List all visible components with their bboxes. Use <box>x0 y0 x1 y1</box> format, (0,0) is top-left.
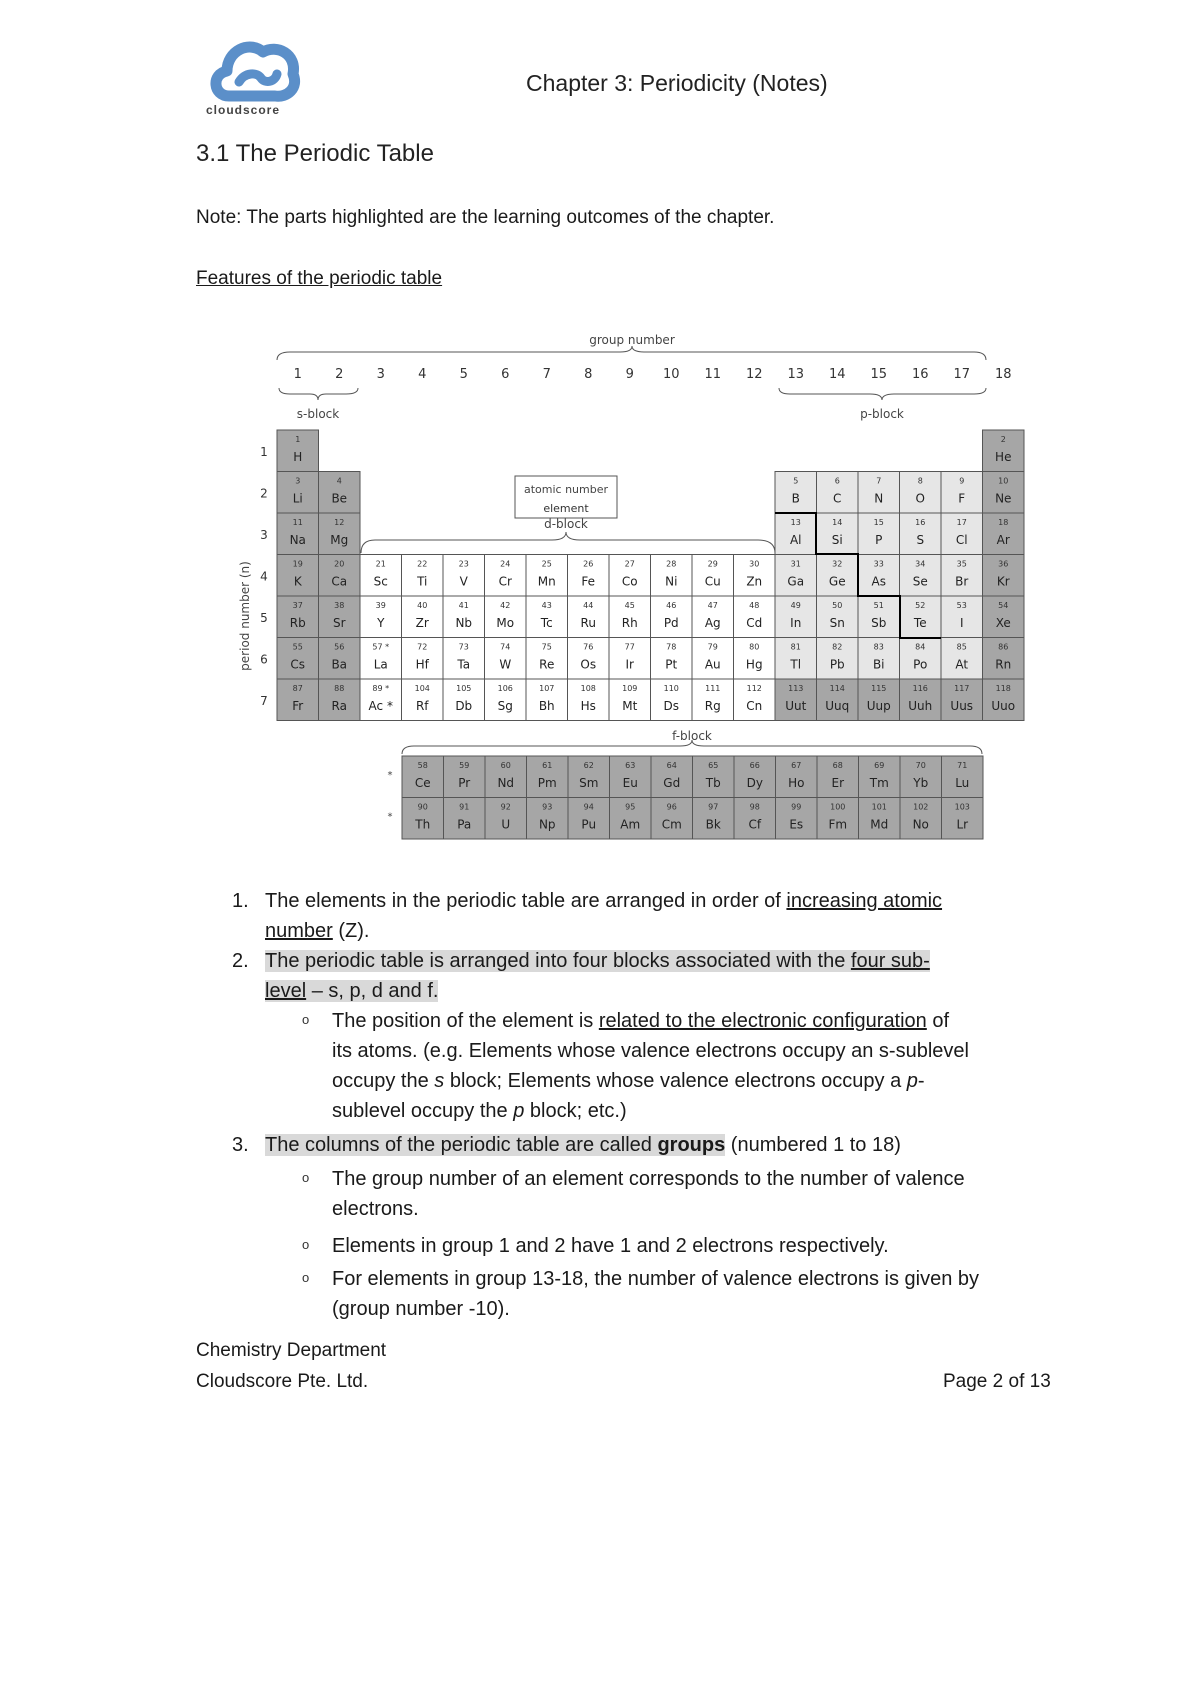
element-pd-atomic-number: 46 <box>666 601 677 610</box>
group-number: 1 <box>293 367 302 382</box>
period-number: 7 <box>260 694 268 708</box>
list-number: 3. <box>232 1134 249 1156</box>
element-uus-symbol: Uus <box>950 699 974 713</box>
element-er-symbol: Er <box>831 776 845 790</box>
element-er-atomic-number: 68 <box>832 761 843 770</box>
element-nd-atomic-number: 60 <box>500 761 511 770</box>
period-number: 2 <box>260 486 268 501</box>
element-co-atomic-number: 27 <box>624 559 635 569</box>
element-db-atomic-number: 105 <box>456 684 472 693</box>
element-au-atomic-number: 79 <box>707 642 718 652</box>
element-he-symbol: He <box>995 450 1012 464</box>
element-bk-atomic-number: 97 <box>708 802 719 812</box>
actinide-marker: * <box>387 811 393 823</box>
element-tb-atomic-number: 65 <box>708 761 719 770</box>
element-sc-atomic-number: 21 <box>375 559 386 569</box>
f-block-brace <box>402 740 982 754</box>
element-rh-symbol: Rh <box>621 616 638 630</box>
element-np-symbol: Np <box>538 817 556 832</box>
chapter-title: Chapter 3: Periodicity (Notes) <box>526 70 828 96</box>
element-ho-atomic-number: 67 <box>791 761 802 770</box>
logo-text: cloudscore <box>206 103 281 117</box>
element-ga-atomic-number: 31 <box>790 559 801 569</box>
element-sm-symbol: Sm <box>579 776 599 790</box>
element-lu-symbol: Lu <box>955 776 970 790</box>
element-zr-atomic-number: 40 <box>417 601 428 610</box>
element-lu-atomic-number: 71 <box>957 761 968 770</box>
element-cm-atomic-number: 96 <box>666 802 677 812</box>
element-hs-symbol: Hs <box>580 699 596 713</box>
element-rg-symbol: Rg <box>704 699 721 713</box>
element-bh-symbol: Bh <box>538 699 555 713</box>
lanthanide-marker: * <box>387 770 393 781</box>
element-uuq-symbol: Uuq <box>825 699 850 713</box>
element-ti-atomic-number: 22 <box>417 559 428 569</box>
element-sn-atomic-number: 50 <box>832 601 843 610</box>
element-sn-symbol: Sn <box>829 616 845 630</box>
element-ru-atomic-number: 44 <box>583 601 594 610</box>
element-u-atomic-number: 92 <box>500 802 511 812</box>
element-na-symbol: Na <box>289 533 306 547</box>
bullet: o <box>302 1170 310 1185</box>
element-mt-atomic-number: 109 <box>622 684 638 693</box>
element-b-symbol: B <box>791 491 800 506</box>
element-f-symbol: F <box>958 491 966 506</box>
note-text: Note: The parts highlighted are the learning outcomes of the chapter. <box>196 207 775 228</box>
group-number: 18 <box>994 367 1012 382</box>
element-sr-symbol: Sr <box>332 616 346 630</box>
element-ni-atomic-number: 28 <box>666 559 677 569</box>
element-xe-atomic-number: 54 <box>998 601 1009 610</box>
element-no-symbol: No <box>912 817 929 832</box>
f-block-label: f-block <box>672 729 712 743</box>
element-pb-atomic-number: 82 <box>832 642 843 652</box>
element-sg-symbol: Sg <box>497 699 513 713</box>
element-n-symbol: N <box>874 491 884 506</box>
element-pm-symbol: Pm <box>537 776 557 790</box>
element-la-symbol: La <box>373 657 388 672</box>
element-li-symbol: Li <box>292 491 303 506</box>
element-cr-symbol: Cr <box>498 574 512 589</box>
element-nb-atomic-number: 41 <box>458 601 469 610</box>
group-number: 16 <box>911 367 929 382</box>
element-se-symbol: Se <box>912 574 928 589</box>
element-gd-symbol: Gd <box>663 776 681 790</box>
element-lr-atomic-number: 103 <box>954 802 970 812</box>
footer-company: Cloudscore Pte. Ltd. <box>196 1371 369 1392</box>
group-number: 15 <box>870 367 888 382</box>
element-sb-symbol: Sb <box>871 616 887 630</box>
period-number-label: period number (n) <box>238 561 252 671</box>
element-te-atomic-number: 52 <box>915 601 926 610</box>
p-block-label: p-block <box>860 407 904 421</box>
element-bh-atomic-number: 107 <box>539 684 555 693</box>
element-cn-atomic-number: 112 <box>746 684 762 693</box>
element-uuo-atomic-number: 118 <box>995 684 1011 693</box>
element-pd-symbol: Pd <box>663 616 679 630</box>
period-number: 1 <box>260 445 268 459</box>
element-ti-symbol: Ti <box>417 574 428 589</box>
element-cu-atomic-number: 29 <box>707 559 718 569</box>
element-cf-atomic-number: 98 <box>749 802 760 812</box>
element-at-atomic-number: 85 <box>956 642 967 652</box>
element-po-symbol: Po <box>913 657 928 672</box>
list-subitem: Elements in group 1 and 2 have 1 and 2 electrons respectively. <box>332 1235 889 1257</box>
element-ne-symbol: Ne <box>995 491 1012 506</box>
element-tm-symbol: Tm <box>869 776 889 790</box>
group-number: 11 <box>704 367 722 382</box>
element-rn-atomic-number: 86 <box>998 642 1009 652</box>
element-la-atomic-number: 57 * <box>372 642 390 652</box>
element-mo-symbol: Mo <box>496 616 515 630</box>
element-n-atomic-number: 7 <box>876 476 882 486</box>
element-ir-symbol: Ir <box>625 657 634 672</box>
element-uup-atomic-number: 115 <box>871 684 887 693</box>
element-dy-symbol: Dy <box>746 776 763 790</box>
group-number: 3 <box>376 367 385 382</box>
element-mg-atomic-number: 12 <box>334 518 345 527</box>
element-pu-symbol: Pu <box>581 817 597 832</box>
element-ho-symbol: Ho <box>788 776 805 790</box>
element-y-atomic-number: 39 <box>375 601 386 610</box>
s-block-label: s-block <box>296 407 340 421</box>
element-w-atomic-number: 74 <box>500 642 511 652</box>
element-pt-atomic-number: 78 <box>666 642 677 652</box>
element-uus-atomic-number: 117 <box>954 684 970 693</box>
element-rg-atomic-number: 111 <box>705 684 721 693</box>
element-yb-atomic-number: 70 <box>915 761 926 770</box>
element-tc-atomic-number: 43 <box>541 601 552 610</box>
element-i-atomic-number: 53 <box>956 601 967 610</box>
element-cl-atomic-number: 17 <box>956 518 967 527</box>
element-pt-symbol: Pt <box>665 657 678 672</box>
element-pa-atomic-number: 91 <box>459 802 470 812</box>
element-be-symbol: Be <box>331 491 348 506</box>
group-brace <box>277 346 986 360</box>
element-es-atomic-number: 99 <box>791 802 802 812</box>
element-f-atomic-number: 9 <box>959 476 965 486</box>
element-cu-symbol: Cu <box>704 574 721 589</box>
element-na-atomic-number: 11 <box>292 518 303 527</box>
element-o-symbol: O <box>915 491 925 506</box>
element-hg-symbol: Hg <box>745 657 763 672</box>
element-ga-symbol: Ga <box>787 574 805 589</box>
element-rn-symbol: Rn <box>995 657 1012 672</box>
element-pm-atomic-number: 61 <box>542 761 553 770</box>
element-cf-symbol: Cf <box>748 817 762 832</box>
element-cs-atomic-number: 55 <box>292 642 303 652</box>
element-se-atomic-number: 34 <box>915 559 926 569</box>
element-h-atomic-number: 1 <box>295 435 301 444</box>
element-mn-atomic-number: 25 <box>541 559 552 569</box>
element-ba-atomic-number: 56 <box>334 642 345 652</box>
element-rf-atomic-number: 104 <box>414 684 430 693</box>
element-sc-symbol: Sc <box>373 574 388 589</box>
d-block-brace <box>361 532 775 553</box>
element-al-symbol: Al <box>789 533 802 547</box>
element-ba-symbol: Ba <box>331 657 348 672</box>
group-number-label: group number <box>589 333 675 347</box>
element-he-atomic-number: 2 <box>1000 435 1006 444</box>
element-hf-atomic-number: 72 <box>417 642 428 652</box>
section-title: 3.1 The Periodic Table <box>196 140 434 167</box>
bullet: o <box>302 1270 310 1285</box>
element-uuq-atomic-number: 114 <box>829 684 845 693</box>
element-w-symbol: W <box>499 657 512 672</box>
element-nb-symbol: Nb <box>455 616 473 630</box>
element-mo-atomic-number: 42 <box>500 601 511 610</box>
element-cr-atomic-number: 24 <box>500 559 511 569</box>
element-al-atomic-number: 13 <box>790 518 801 527</box>
list-item-2: The periodic table is arranged into four blocks associated with the four sub- level – s, p, d and f. <box>265 950 930 1002</box>
element-os-symbol: Os <box>580 657 597 672</box>
element-ru-symbol: Ru <box>580 616 596 630</box>
element-ra-symbol: Ra <box>331 699 347 713</box>
element-ge-atomic-number: 32 <box>832 559 843 569</box>
element-yb-symbol: Yb <box>913 776 929 790</box>
element-np-atomic-number: 93 <box>542 802 553 812</box>
element-ce-symbol: Ce <box>414 776 431 790</box>
element-uut-atomic-number: 113 <box>788 684 804 693</box>
element-ca-atomic-number: 20 <box>334 559 345 569</box>
element-fr-atomic-number: 87 <box>292 684 303 693</box>
element-li-atomic-number: 3 <box>295 476 301 486</box>
element-as-atomic-number: 33 <box>873 559 884 569</box>
element-pr-atomic-number: 59 <box>459 761 470 770</box>
element-mg-symbol: Mg <box>330 533 349 547</box>
element-sm-atomic-number: 62 <box>583 761 594 770</box>
subheading: Features of the periodic table <box>196 268 443 289</box>
element-ar-symbol: Ar <box>996 533 1010 547</box>
element-bi-atomic-number: 83 <box>873 642 884 652</box>
element-os-atomic-number: 76 <box>583 642 594 652</box>
s-block-brace <box>279 388 358 400</box>
element-re-symbol: Re <box>539 657 555 672</box>
period-number: 4 <box>260 569 268 584</box>
list-number: 2. <box>232 950 249 972</box>
element-pa-symbol: Pa <box>457 817 472 832</box>
period-number: 5 <box>260 611 268 625</box>
element-uut-symbol: Uut <box>785 699 807 713</box>
d-block-label: d-block <box>544 517 588 531</box>
element-k-atomic-number: 19 <box>292 559 303 569</box>
element-u-symbol: U <box>501 817 511 832</box>
group-number: 4 <box>418 367 427 382</box>
period-number: 6 <box>260 652 268 667</box>
element-bi-symbol: Bi <box>872 657 885 672</box>
element-th-atomic-number: 90 <box>417 802 428 812</box>
element-kr-atomic-number: 36 <box>998 559 1009 569</box>
group-number: 13 <box>787 367 805 382</box>
element-rb-atomic-number: 37 <box>292 601 303 610</box>
element-gd-atomic-number: 64 <box>666 761 677 770</box>
element-ta-symbol: Ta <box>457 657 471 672</box>
group-number: 8 <box>584 367 593 382</box>
element-fe-atomic-number: 26 <box>583 559 594 569</box>
list-subitem: The group number of an element corresponds to the number of valence electrons. <box>332 1168 965 1220</box>
element-rh-atomic-number: 45 <box>624 601 635 610</box>
element-cn-symbol: Cn <box>746 699 763 713</box>
element-fm-symbol: Fm <box>828 817 848 832</box>
element-b-atomic-number: 5 <box>793 476 799 486</box>
element-pb-symbol: Pb <box>829 657 845 672</box>
element-po-atomic-number: 84 <box>915 642 926 652</box>
page-number: Page 2 of 13 <box>943 1371 1051 1392</box>
element-zn-atomic-number: 30 <box>749 559 760 569</box>
list-subitem: For elements in group 13-18, the number of valence electrons is given by (group number -10). <box>332 1268 980 1320</box>
element-fm-atomic-number: 100 <box>830 802 846 812</box>
element-i-symbol: I <box>959 616 964 630</box>
group-number: 7 <box>542 367 551 382</box>
element-cm-symbol: Cm <box>661 817 682 832</box>
element-dy-atomic-number: 66 <box>749 761 760 770</box>
periodic-table-figure <box>230 328 1030 858</box>
element-ds-symbol: Ds <box>663 699 679 713</box>
element-tl-atomic-number: 81 <box>790 642 801 652</box>
group-number: 9 <box>625 367 634 382</box>
element-sg-atomic-number: 106 <box>497 684 513 693</box>
element-in-atomic-number: 49 <box>790 601 801 610</box>
element-rf-symbol: Rf <box>415 699 429 713</box>
group-number: 14 <box>828 367 846 382</box>
element-eu-symbol: Eu <box>622 776 638 790</box>
element-ac-atomic-number: 89 * <box>372 684 390 693</box>
element-am-symbol: Am <box>620 817 641 832</box>
element-p-atomic-number: 15 <box>873 518 884 527</box>
element-md-atomic-number: 101 <box>871 802 887 812</box>
element-ne-atomic-number: 10 <box>998 476 1009 486</box>
element-mn-symbol: Mn <box>537 574 556 589</box>
footer-department: Chemistry Department <box>196 1340 387 1361</box>
element-hg-atomic-number: 80 <box>749 642 760 652</box>
element-pr-symbol: Pr <box>458 776 471 790</box>
element-in-symbol: In <box>790 616 802 630</box>
element-ge-symbol: Ge <box>828 574 846 589</box>
list-item-1: The elements in the periodic table are arranged in order of increasing atomic number (Z). <box>265 890 943 942</box>
element-bk-symbol: Bk <box>705 817 721 832</box>
element-ir-atomic-number: 77 <box>624 642 635 652</box>
bullet: o <box>302 1237 310 1252</box>
element-c-atomic-number: 6 <box>834 476 840 486</box>
element-cd-atomic-number: 48 <box>749 601 760 610</box>
element-co-symbol: Co <box>621 574 638 589</box>
element-pu-atomic-number: 94 <box>583 802 594 812</box>
group-number: 17 <box>953 367 971 382</box>
element-si-atomic-number: 14 <box>832 518 843 527</box>
element-ca-symbol: Ca <box>331 574 348 589</box>
element-hs-atomic-number: 108 <box>580 684 596 693</box>
p-block-brace <box>779 388 986 400</box>
element-zr-symbol: Zr <box>415 616 429 630</box>
element-br-symbol: Br <box>955 574 969 589</box>
element-v-symbol: V <box>459 574 468 589</box>
element-ag-symbol: Ag <box>704 616 721 630</box>
element-th-symbol: Th <box>415 817 431 832</box>
element-rb-symbol: Rb <box>289 616 306 630</box>
element-cs-symbol: Cs <box>290 657 306 672</box>
element-ds-atomic-number: 110 <box>663 684 679 693</box>
element-tb-symbol: Tb <box>705 776 721 790</box>
element-mt-symbol: Mt <box>622 699 638 713</box>
element-tc-symbol: Tc <box>540 616 553 630</box>
element-ac-symbol: Ac * <box>368 699 393 713</box>
element-nd-symbol: Nd <box>497 776 515 790</box>
list-subitem: The position of the element is related to the electronic configuration of its atoms. (e.g. Elements whose valence electrons occupy an s-sublevel occupy the s block; Elements whose valence electrons occupy a p- sublevel occupy the p block; etc.) <box>332 1010 969 1122</box>
element-fe-symbol: Fe <box>581 574 596 589</box>
element-uuo-symbol: Uuo <box>991 699 1016 713</box>
element-v-atomic-number: 23 <box>458 559 469 569</box>
group-number: 10 <box>662 367 680 382</box>
group-number: 2 <box>335 367 344 382</box>
list-number: 1. <box>232 890 249 912</box>
group-number: 6 <box>501 367 510 382</box>
list-item-3: The columns of the periodic table are called groups (numbered 1 to 18) <box>265 1134 901 1156</box>
element-ag-atomic-number: 47 <box>707 601 718 610</box>
element-hf-symbol: Hf <box>415 657 429 672</box>
group-number: 5 <box>459 367 468 382</box>
element-eu-atomic-number: 63 <box>625 761 636 770</box>
key-element: element <box>543 502 589 515</box>
element-s-symbol: S <box>916 533 925 547</box>
element-kr-symbol: Kr <box>996 574 1010 589</box>
element-md-symbol: Md <box>870 817 889 832</box>
element-es-symbol: Es <box>789 817 804 832</box>
element-sb-atomic-number: 51 <box>873 601 884 610</box>
element-au-symbol: Au <box>704 657 721 672</box>
element-sr-atomic-number: 38 <box>334 601 345 610</box>
key-atomic-number: atomic number <box>523 483 609 496</box>
element-ce-atomic-number: 58 <box>417 761 428 770</box>
element-h-symbol: H <box>293 450 303 464</box>
element-ni-symbol: Ni <box>665 574 678 589</box>
element-uup-symbol: Uup <box>866 699 891 713</box>
element-cl-symbol: Cl <box>955 533 968 547</box>
element-tm-atomic-number: 69 <box>874 761 885 770</box>
element-lr-symbol: Lr <box>956 817 969 832</box>
element-uuh-symbol: Uuh <box>908 699 933 713</box>
element-re-atomic-number: 75 <box>541 642 552 652</box>
element-y-symbol: Y <box>377 616 385 630</box>
group-number: 12 <box>745 367 763 382</box>
element-te-symbol: Te <box>913 616 927 630</box>
element-ta-atomic-number: 73 <box>458 642 469 652</box>
element-si-symbol: Si <box>831 533 843 547</box>
element-c-symbol: C <box>833 491 842 506</box>
element-be-atomic-number: 4 <box>336 476 342 486</box>
element-db-symbol: Db <box>455 699 473 713</box>
element-as-symbol: As <box>871 574 886 589</box>
element-o-atomic-number: 8 <box>917 476 923 486</box>
element-cd-symbol: Cd <box>746 616 763 630</box>
element-zn-symbol: Zn <box>746 574 763 589</box>
element-tl-symbol: Tl <box>790 657 802 672</box>
element-am-atomic-number: 95 <box>625 802 636 812</box>
element-ar-atomic-number: 18 <box>998 518 1009 527</box>
element-uuh-atomic-number: 116 <box>912 684 928 693</box>
element-fr-symbol: Fr <box>292 699 304 713</box>
element-s-atomic-number: 16 <box>915 518 926 527</box>
bullet: o <box>302 1012 310 1027</box>
element-br-atomic-number: 35 <box>956 559 967 569</box>
element-p-symbol: P <box>875 533 883 547</box>
element-no-atomic-number: 102 <box>913 802 929 812</box>
element-xe-symbol: Xe <box>995 616 1011 630</box>
element-k-symbol: K <box>293 574 302 589</box>
period-number: 3 <box>260 528 268 542</box>
element-ra-atomic-number: 88 <box>334 684 345 693</box>
element-at-symbol: At <box>955 657 969 672</box>
